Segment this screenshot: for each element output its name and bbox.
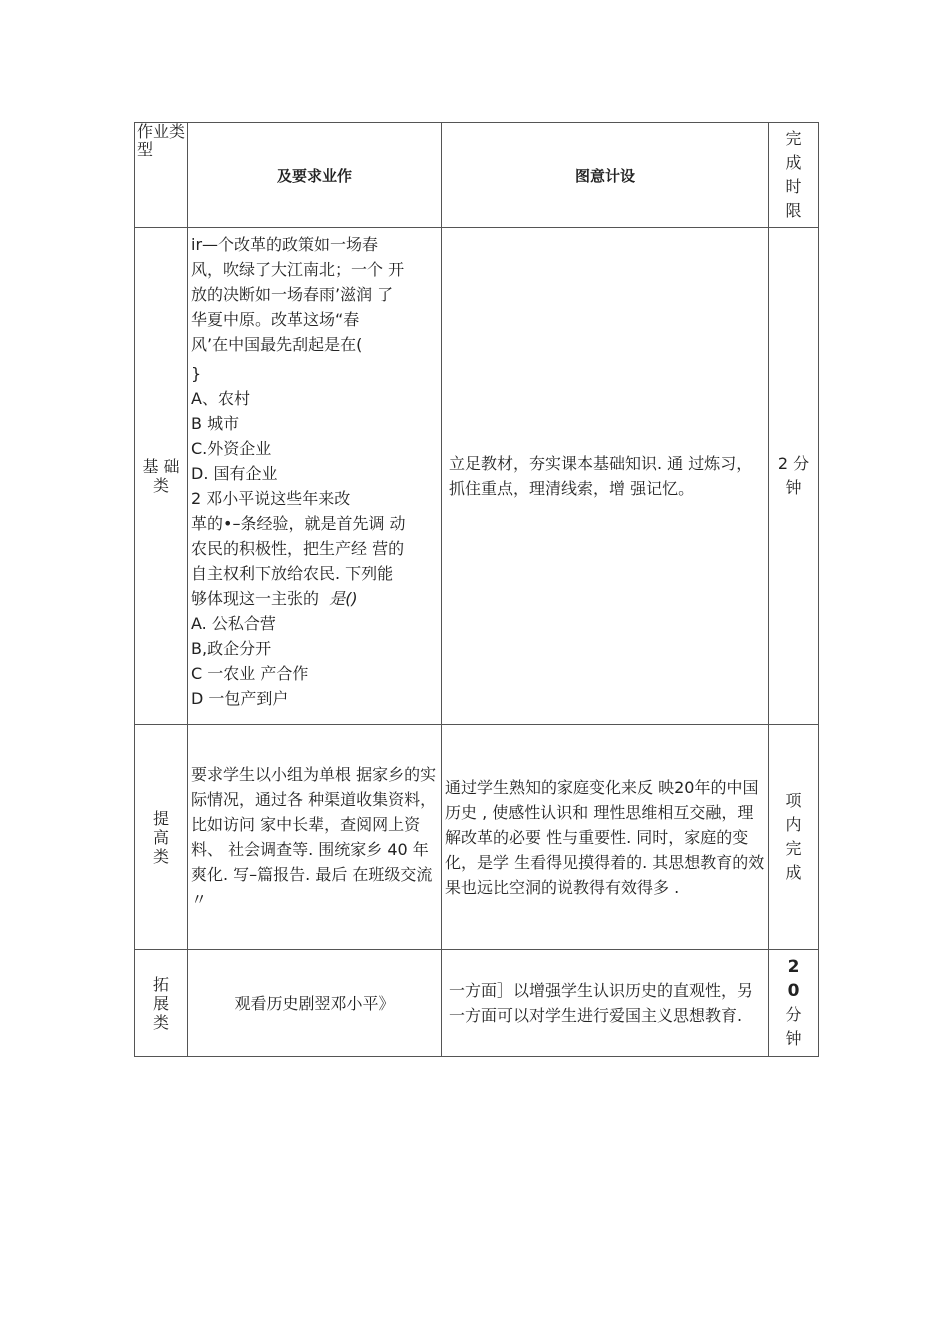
basic-question-cell [188, 228, 442, 725]
extension-content [188, 950, 442, 1057]
advanced-content-text: 要求学生以小组为单根 据家乡的实际情况，通过各 种渠道收集资料，比如访问 家中长辈，查阅网上资料、 社会调查等. 围统家乡 40 年 爽化. 写–篇报告. 最后 在班级交流 〃 [191, 765, 437, 909]
extension-time-wrap [784, 955, 804, 1051]
option-line: C.外资企业 [191, 439, 272, 458]
basic-time-text: 2 分钟 [777, 454, 810, 497]
extension-time-number: 20 [787, 957, 800, 1001]
header-content: 及要求业作 [188, 123, 442, 228]
basic-row [135, 228, 819, 725]
question-line: 自主权利下放给农民. 下列能 [191, 564, 394, 583]
advanced-intent [442, 725, 769, 950]
question-line: ir—个改革的政策如一场春 [191, 235, 379, 254]
homework-design-table [134, 122, 819, 1057]
question-line: 风，吹绿了大江南北；一个 开 [191, 260, 405, 279]
basic-intent [442, 228, 769, 725]
option-line: A. 公私合营 [191, 614, 276, 633]
advanced-category-text: 提高类 [152, 808, 169, 866]
advanced-time-text: 项内完成 [785, 791, 802, 882]
extension-content-text: 观看历史剧翌邓小平》 [234, 993, 395, 1013]
header-row [135, 123, 819, 228]
advanced-row [135, 725, 819, 950]
question-line: 2 邓小平说这些年来改 [191, 489, 351, 508]
header-time-text: 完成时限 [785, 129, 802, 220]
option-line: D 一包产到户 [191, 689, 289, 708]
extension-category [135, 950, 188, 1057]
question-line: 革的•–条经验，就是首先调 动 [191, 514, 406, 533]
extension-intent-text: 一方面］以增强学生认识历史的直观性，另一方面可以对学生进行爱国主义思想教育. [449, 981, 754, 1025]
question-line: 风’在中国最先刮起是在( [191, 335, 363, 354]
extension-row [135, 950, 819, 1057]
question-tail: 是() [329, 589, 358, 608]
option-line: B 城市 [191, 414, 240, 433]
basic-time [769, 228, 819, 725]
basic-category-text: 基 础 类 [142, 457, 180, 495]
basic-intent-text: 立足教材，夯实课本基础知识. 通 过炼习，抓住重点，理清线索，增 强记忆。 [449, 454, 753, 498]
header-time [769, 123, 819, 228]
option-line: C 一农业 产合作 [191, 664, 309, 683]
header-type: 作业类型 [135, 123, 188, 228]
extension-time-unit: 分钟 [785, 1005, 802, 1048]
question-line: 放的决断如一场春雨’滋润 了 [191, 285, 394, 304]
basic-category [135, 228, 188, 725]
question-line-text: 够体现这一主张的 [191, 589, 320, 608]
option-line: A、农村 [191, 389, 250, 408]
option-line: D. 国有企业 [191, 464, 278, 483]
question-line: 华夏中原。改革这场“春 [191, 310, 360, 329]
extension-category-text: 拓展类 [152, 974, 169, 1032]
question-line: 农民的积极性，把生产经 营的 [191, 539, 405, 558]
header-intent: 图意计设 [442, 123, 769, 228]
advanced-content [188, 725, 442, 950]
question-line [191, 586, 438, 611]
extension-time [769, 950, 819, 1057]
advanced-category [135, 725, 188, 950]
question-line: } [191, 364, 202, 383]
advanced-intent-text: 通过学生熟知的家庭变化来反 映20年的中国历史 , 使感性认识和 理性思维相互交融，理解改革的必要 性与重要性. 同时，家庭的变化，是学 生看得见摸得着的. 其思想教育的效 果也远比空洞的说教得有效得多 . [445, 777, 765, 897]
advanced-time [769, 725, 819, 950]
extension-intent [442, 950, 769, 1057]
option-line: B,政企分开 [191, 639, 272, 658]
